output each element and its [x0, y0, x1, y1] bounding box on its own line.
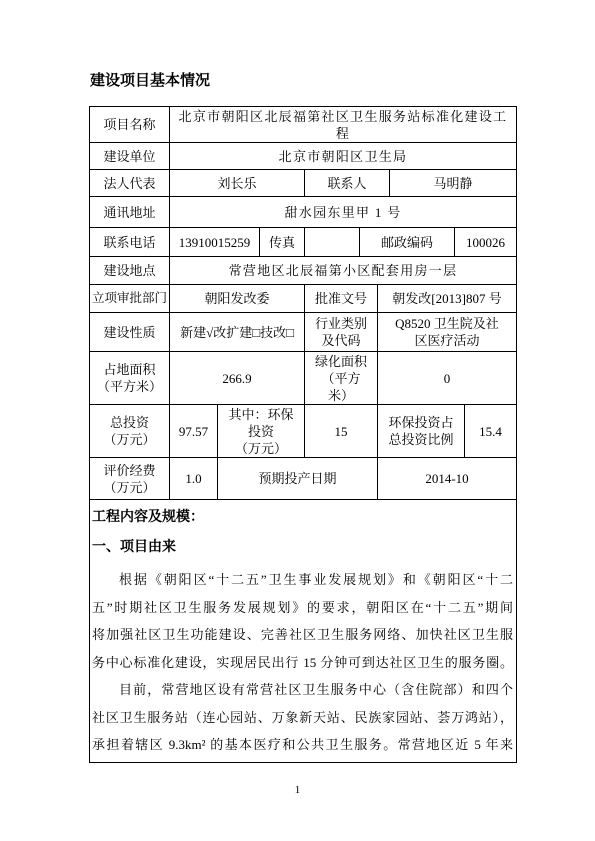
- paragraph-line: 根据《朝阳区“十二五”卫生事业发展规划》和《朝阳区“十二: [119, 572, 513, 587]
- env-investment-value: 15: [305, 405, 378, 458]
- project-name-value: 北京市朝阳区北辰福第社区卫生服务站标准化建设工 程: [170, 107, 517, 143]
- eval-fee-label: 评价经费 （万元）: [90, 458, 170, 500]
- area-value: 266.9: [170, 352, 305, 405]
- approval-dept-label: 立项审批部门: [90, 285, 170, 313]
- location-label: 建设地点: [90, 257, 170, 285]
- approval-doc-value: 朝发改[2013]807 号: [378, 285, 517, 313]
- paragraph-line: 目前，常营地区设有常营社区卫生服务中心（含住院部）和四个: [119, 682, 513, 697]
- contact-label: 联系人: [305, 170, 390, 197]
- section-heading: 一、项目由来: [92, 540, 176, 555]
- env-investment-label: 其中：环保 投资 （万元）: [218, 405, 305, 458]
- address-label: 通讯地址: [90, 197, 170, 228]
- postcode-value: 100026: [455, 228, 517, 257]
- fax-value: [305, 228, 360, 257]
- address-value: 甜水园东里甲 1 号: [170, 197, 517, 228]
- env-ratio-value: 15.4: [465, 405, 517, 458]
- green-area-label: 绿化面积 （平方 米）: [305, 352, 378, 405]
- investment-label: 总投资 （万元）: [90, 405, 170, 458]
- env-ratio-label: 环保投资占 总投资比例: [378, 405, 465, 458]
- builder-value: 北京市朝阳区卫生局: [170, 143, 517, 170]
- eval-fee-value: 1.0: [170, 458, 218, 500]
- start-date-value: 2014-10: [378, 458, 517, 500]
- start-date-label: 预期投产日期: [218, 458, 378, 500]
- paragraph-line: 承担着辖区 9.3km² 的基本医疗和公共卫生服务。常营地区近 5 年来: [92, 737, 513, 752]
- nature-value: 新建√改扩建□技改□: [170, 313, 305, 352]
- industry-value: Q8520 卫生院及社 区医疗活动: [378, 313, 517, 352]
- page-title: 建设项目基本情况: [90, 73, 211, 89]
- paragraph-line: 将加强社区卫生功能建设、完善社区卫生服务网络、加快社区卫生服: [92, 627, 513, 642]
- contact-value: 马明静: [390, 170, 517, 197]
- approval-dept-value: 朝阳发改委: [170, 285, 305, 313]
- legal-rep-value: 刘长乐: [170, 170, 305, 197]
- approval-doc-label: 批准文号: [305, 285, 378, 313]
- fax-label: 传真: [260, 228, 305, 257]
- phone-label: 联系电话: [90, 228, 170, 257]
- paragraph-line: 社区卫生服务站（连心园站、万象新天站、民族家园站、荟万鸿站），: [92, 709, 513, 725]
- basic-info-table: [89, 106, 517, 763]
- green-area-value: 0: [378, 352, 517, 405]
- page-number: 1: [294, 784, 301, 796]
- builder-label: 建设单位: [90, 143, 170, 170]
- paragraph-line: 务中心标准化建设，实现居民出行 15 分钟可到达社区卫生的服务圈。: [92, 654, 513, 670]
- paragraph-line: 五”时期社区卫生服务发展规划》的要求，朝阳区在“十二五”期间: [92, 599, 513, 615]
- area-label: 占地面积 （平方米）: [90, 352, 170, 405]
- project-name-label: 项目名称: [90, 107, 170, 143]
- location-value: 常营地区北辰福第小区配套用房一层: [170, 257, 517, 285]
- project-content-box: [90, 500, 517, 763]
- legal-rep-label: 法人代表: [90, 170, 170, 197]
- nature-label: 建设性质: [90, 313, 170, 352]
- phone-value: 13910015259: [170, 228, 260, 257]
- content-heading: 工程内容及规模：: [92, 510, 204, 525]
- industry-label: 行业类别 及代码: [305, 313, 378, 352]
- investment-value: 97.57: [170, 405, 218, 458]
- body-paragraphs: [92, 566, 513, 759]
- postcode-label: 邮政编码: [360, 228, 455, 257]
